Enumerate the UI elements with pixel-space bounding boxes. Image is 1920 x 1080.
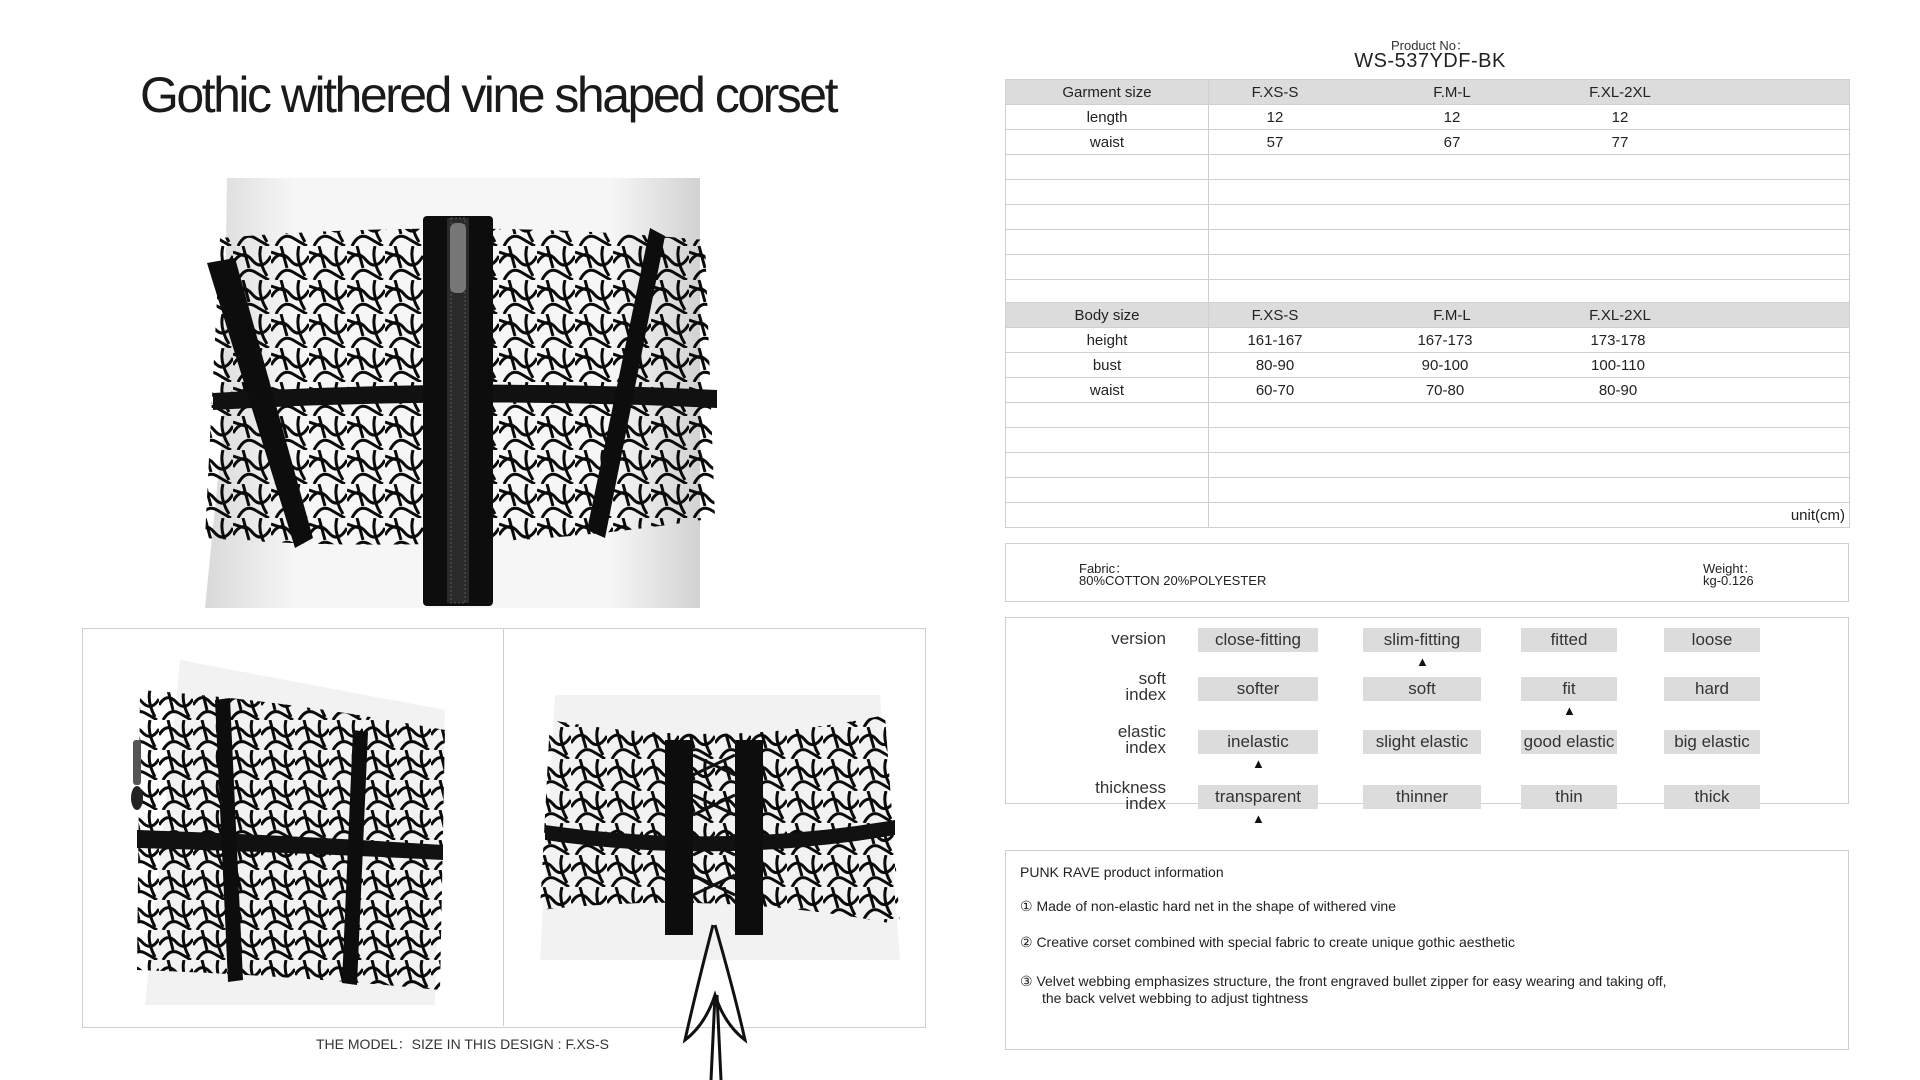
table-cell: 80-90 bbox=[1598, 382, 1638, 399]
table-cell: 12 bbox=[1611, 109, 1629, 126]
table-row bbox=[1006, 328, 1850, 353]
empty-row bbox=[1006, 230, 1850, 255]
table-cell: 173-178 bbox=[1590, 332, 1646, 349]
selected-marker-version: ▲ bbox=[1416, 654, 1429, 669]
index-label-version: version bbox=[1111, 629, 1166, 648]
table-cell: 167-173 bbox=[1417, 332, 1473, 349]
empty-row bbox=[1006, 280, 1850, 305]
model-size-note: THE MODEL：SIZE IN THIS DESIGN : F.XS-S bbox=[316, 1036, 610, 1052]
index-option: transparent bbox=[1198, 785, 1318, 809]
garment-size-header-label: Garment size bbox=[1006, 80, 1209, 105]
garment-size-header-m-l: F.M-L bbox=[1433, 84, 1471, 101]
table-cell: 90-100 bbox=[1421, 357, 1469, 374]
index-label-thickness: thickness index bbox=[1095, 778, 1166, 813]
selected-marker-soft: ▲ bbox=[1563, 703, 1576, 718]
body-row-label: bust bbox=[1006, 353, 1209, 378]
product-number: WS-537YDF-BK bbox=[1354, 50, 1506, 72]
index-label-elastic: elastic index bbox=[1117, 722, 1166, 757]
side-view-photo bbox=[125, 660, 465, 1005]
index-option: softer bbox=[1198, 677, 1318, 701]
product-info-box bbox=[1005, 850, 1849, 1050]
index-option: slight elastic bbox=[1363, 730, 1481, 754]
product-number-label: Product No： bbox=[1390, 38, 1470, 53]
unit-row bbox=[1006, 503, 1850, 528]
index-option: slim-fitting bbox=[1363, 628, 1481, 652]
empty-row bbox=[1006, 478, 1850, 503]
product-title: Gothic withered vine shaped corset bbox=[140, 67, 836, 123]
table-cell: 70-80 bbox=[1425, 382, 1465, 399]
body-size-header-m-l: F.M-L bbox=[1433, 307, 1471, 324]
table-row bbox=[1006, 378, 1850, 403]
empty-row bbox=[1006, 255, 1850, 280]
table-cell: 100-110 bbox=[1591, 357, 1645, 374]
empty-row bbox=[1006, 205, 1850, 230]
weight-label: Weight： bbox=[1703, 561, 1757, 576]
info-heading: PUNK RAVE product information bbox=[1020, 864, 1224, 880]
empty-row bbox=[1006, 180, 1850, 205]
index-option: close-fitting bbox=[1198, 628, 1318, 652]
info-item: ② Creative corset combined with special fabric to create unique gothic aesthetic bbox=[1020, 934, 1516, 950]
index-option: fit bbox=[1521, 677, 1617, 701]
fabric-value: 80%COTTON 20%POLYESTER bbox=[1079, 573, 1267, 588]
fabric-label: Fabric： bbox=[1079, 561, 1129, 576]
garment-row-label: length bbox=[1006, 105, 1209, 130]
garment-size-header bbox=[1006, 80, 1850, 105]
info-item: ① Made of non-elastic hard net in the shape of withered vine bbox=[1020, 898, 1396, 914]
table-row bbox=[1006, 353, 1850, 378]
info-item: ③ Velvet webbing emphasizes structure, the front engraved bullet zipper for easy wearing and taking off, bbox=[1020, 973, 1667, 989]
empty-row bbox=[1006, 403, 1850, 428]
table-cell: 77 bbox=[1611, 134, 1629, 151]
body-row-label: waist bbox=[1006, 378, 1209, 403]
fit-index-panel bbox=[1005, 617, 1849, 826]
body-row-label: height bbox=[1006, 328, 1209, 353]
index-option: thin bbox=[1521, 785, 1617, 809]
index-label-soft: soft index bbox=[1125, 669, 1166, 704]
table-cell: 12 bbox=[1266, 109, 1284, 126]
selected-marker-thickness: ▲ bbox=[1252, 811, 1265, 826]
table-cell: 60-70 bbox=[1255, 382, 1295, 399]
table-row bbox=[1006, 130, 1850, 155]
table-row bbox=[1006, 105, 1850, 130]
info-item-continued: the back velvet webbing to adjust tightness bbox=[1042, 990, 1309, 1006]
index-option: big elastic bbox=[1664, 730, 1760, 754]
detail-photo-divider bbox=[503, 628, 504, 1026]
selected-marker-elastic: ▲ bbox=[1252, 756, 1265, 771]
index-option: thick bbox=[1664, 785, 1760, 809]
unit-label: unit(cm) bbox=[1790, 507, 1845, 524]
body-size-header-xl-2xl: F.XL-2XL bbox=[1589, 307, 1651, 324]
index-option: good elastic bbox=[1521, 730, 1617, 754]
index-option: fitted bbox=[1521, 628, 1617, 652]
body-size-table bbox=[1005, 302, 1850, 528]
empty-row bbox=[1006, 428, 1850, 453]
body-size-header-xs-s: F.XS-S bbox=[1251, 307, 1299, 324]
table-cell: 161-167 bbox=[1247, 332, 1303, 349]
table-cell: 67 bbox=[1443, 134, 1461, 151]
index-option: hard bbox=[1664, 677, 1760, 701]
garment-size-table bbox=[1005, 79, 1850, 305]
index-option: thinner bbox=[1363, 785, 1481, 809]
empty-row bbox=[1006, 453, 1850, 478]
table-cell: 57 bbox=[1266, 134, 1284, 151]
table-cell: 80-90 bbox=[1255, 357, 1295, 374]
body-size-header bbox=[1006, 303, 1850, 328]
index-option: inelastic bbox=[1198, 730, 1318, 754]
garment-row-label: waist bbox=[1006, 130, 1209, 155]
index-option: soft bbox=[1363, 677, 1481, 701]
fabric-weight-box bbox=[1005, 543, 1849, 602]
table-cell: 12 bbox=[1443, 109, 1461, 126]
empty-row bbox=[1006, 155, 1850, 180]
index-option: loose bbox=[1664, 628, 1760, 652]
main-product-photo bbox=[195, 178, 735, 608]
back-view-photo bbox=[535, 695, 905, 1080]
garment-size-header-xs-s: F.XS-S bbox=[1251, 84, 1299, 101]
weight-value: kg-0.126 bbox=[1703, 573, 1754, 588]
body-size-header-label: Body size bbox=[1006, 303, 1209, 328]
garment-size-header-xl-2xl: F.XL-2XL bbox=[1589, 84, 1651, 101]
